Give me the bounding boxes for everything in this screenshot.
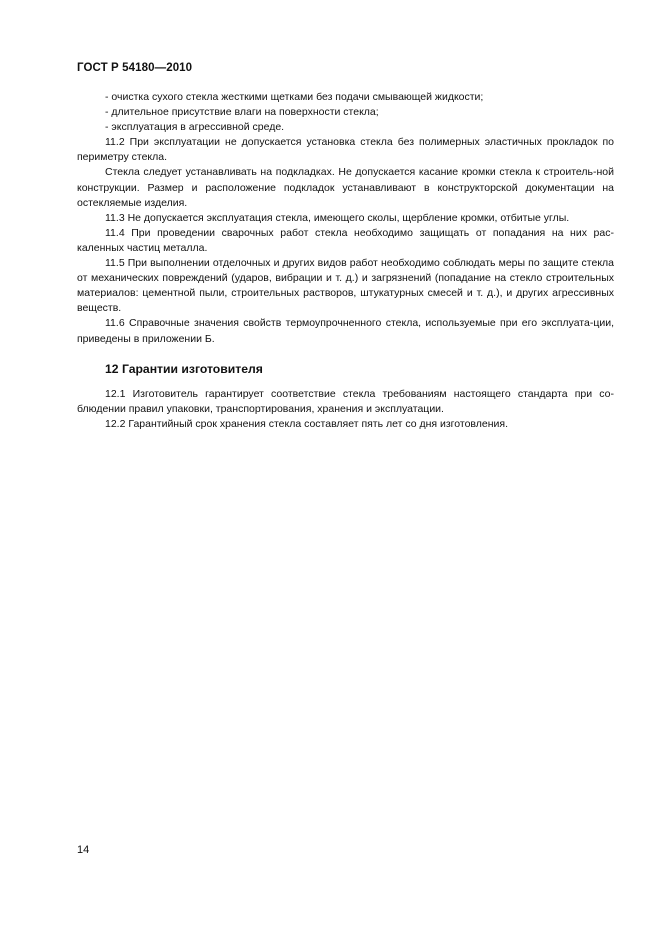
clause-11-6: 11.6 Справочные значения свойств термоупрочненного стекла, используемые при его эксплуата-ции, приведены в приложении Б.: [77, 317, 614, 345]
list-item: - эксплуатация в агрессивной среде.: [105, 121, 285, 134]
clause-11-3: 11.3 Не допускается эксплуатация стекла, имеющего сколы, щербление кромки, отбитые углы.: [105, 211, 570, 224]
list-item: - длительное присутствие влаги на поверхности стекла;: [105, 106, 379, 119]
document-header: ГОСТ Р 54180—2010: [77, 62, 193, 74]
document-body: [77, 90, 614, 432]
section-title: 12 Гарантии изготовителя: [105, 361, 263, 376]
clause-11-5: 11.5 При выполнении отделочных и других видов работ необходимо соблюдать меры по защите стекла от механических повреждений (ударов, вибрации и т. д.) и загрязнений (попадание на стекло строительных материалов: цементной пыли, строительных растворов, штукатурных смесей и т. д.), и других агрессивных веществ.: [77, 257, 614, 315]
list-item: - очистка сухого стекла жесткими щетками без подачи смывающей жидкости;: [105, 91, 484, 103]
clause-12-1: 12.1 Изготовитель гарантирует соответствие стекла требованиям настоящего стандарта при со-блюдении правил упаковки, транспортирования, хранения и эксплуатации.: [77, 387, 614, 415]
clause-12-2: 12.2 Гарантийный срок хранения стекла составляет пять лет со дня изготовления.: [105, 417, 508, 430]
paragraph: Стекла следует устанавливать на подкладках. Не допускается касание кромки стекла к строитель-ной конструкции. Размер и расположение подкладок устанавливают в конструкторской документации на остекляемые изделия.: [77, 166, 614, 209]
page-number: 14: [77, 844, 90, 856]
clause-11-2: 11.2 При эксплуатации не допускается установка стекла без полимерных эластичных прокладок по периметру стекла.: [77, 136, 614, 164]
clause-11-4: 11.4 При проведении сварочных работ стекла необходимо защищать от попадания на них рас-каленных частиц металла.: [77, 226, 614, 254]
